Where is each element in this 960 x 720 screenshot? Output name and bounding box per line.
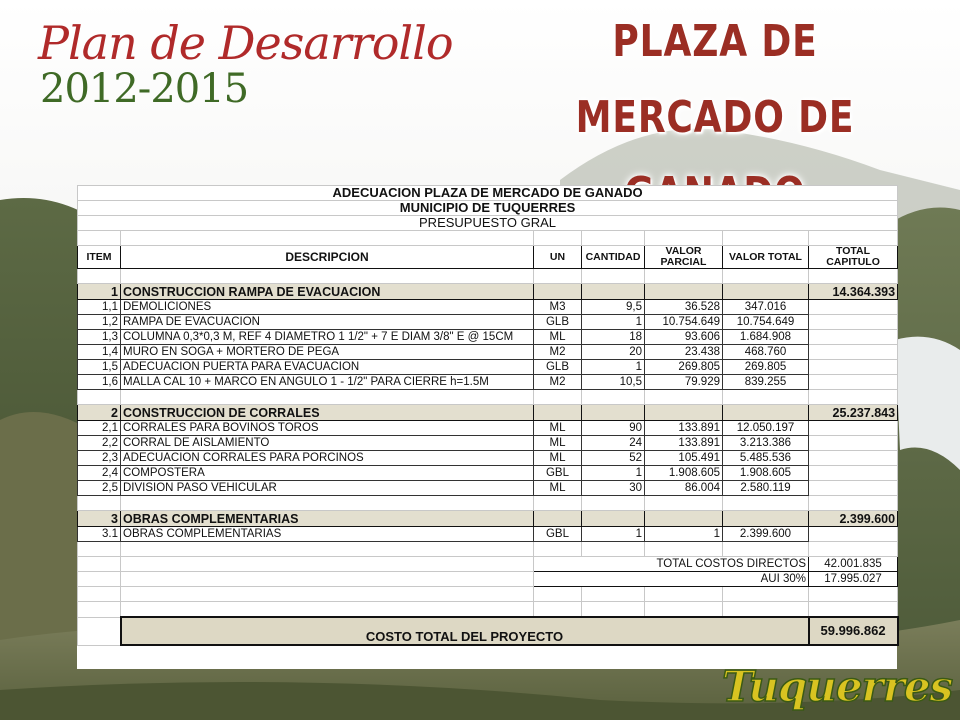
row-unit: M3 xyxy=(534,300,582,315)
table-row xyxy=(78,345,898,360)
row-total-value: 2.580.119 xyxy=(723,481,809,496)
row-description: DIVISION PASO VEHICULAR xyxy=(121,481,534,496)
col-header-total-capitulo: TOTAL CAPITULO xyxy=(809,246,898,269)
tuquerres-logo: Tuquerres xyxy=(722,662,953,711)
budget-spreadsheet xyxy=(77,185,897,669)
chapter-item: 2 xyxy=(78,405,121,421)
chapter-row-1 xyxy=(78,284,898,300)
col-header-cantidad: CANTIDAD xyxy=(582,246,645,269)
row-item: 2,2 xyxy=(78,436,121,451)
row-unit-value: 105.491 xyxy=(645,451,723,466)
chapter-title: OBRAS COMPLEMENTARIAS xyxy=(121,511,534,527)
row-quantity: 30 xyxy=(582,481,645,496)
row-unit-value: 1.908.605 xyxy=(645,466,723,481)
row-unit-value: 36.528 xyxy=(645,300,723,315)
table-row xyxy=(78,481,898,496)
sheet-municipality: MUNICIPIO DE TUQUERRES xyxy=(78,201,898,216)
chapter-item: 3 xyxy=(78,511,121,527)
row-item: 1,4 xyxy=(78,345,121,360)
column-header-row xyxy=(78,246,898,269)
chapter-total: 14.364.393 xyxy=(809,284,898,300)
sheet-heading: ADECUACION PLAZA DE MERCADO DE GANADO xyxy=(78,186,898,201)
chapter-title: CONSTRUCCION RAMPA DE EVACUACION xyxy=(121,284,534,300)
row-item: 1,6 xyxy=(78,375,121,390)
chapter-row-3 xyxy=(78,511,898,527)
col-header-valor-total: VALOR TOTAL xyxy=(723,246,809,269)
row-quantity: 18 xyxy=(582,330,645,345)
summary-label: AUI 30% xyxy=(534,572,809,587)
summary-value: 17.995.027 xyxy=(809,572,898,587)
grand-total-row xyxy=(78,617,898,645)
row-description: COMPOSTERA xyxy=(121,466,534,481)
row-quantity: 10,5 xyxy=(582,375,645,390)
logo-plan-de-desarrollo: Plan de Desarrollo xyxy=(38,16,453,70)
row-item: 1,3 xyxy=(78,330,121,345)
chapter-total: 25.237.843 xyxy=(809,405,898,421)
table-row xyxy=(78,466,898,481)
table-row xyxy=(78,436,898,451)
row-quantity: 52 xyxy=(582,451,645,466)
row-unit: M2 xyxy=(534,345,582,360)
row-item: 2,1 xyxy=(78,421,121,436)
row-unit: GBL xyxy=(534,527,582,542)
row-quantity: 24 xyxy=(582,436,645,451)
row-total-value: 1.908.605 xyxy=(723,466,809,481)
summary-value: 42.001.835 xyxy=(809,557,898,572)
row-description: OBRAS COMPLEMENTARIAS xyxy=(121,527,534,542)
row-description: ADECUACION CORRALES PARA PORCINOS xyxy=(121,451,534,466)
table-row xyxy=(78,527,898,542)
col-header-descripcion: DESCRIPCION xyxy=(121,246,534,269)
row-quantity: 1 xyxy=(582,360,645,375)
row-unit: GLB xyxy=(534,315,582,330)
logo-years: 2012-2015 xyxy=(40,66,249,112)
row-total-value: 3.213.386 xyxy=(723,436,809,451)
row-quantity: 20 xyxy=(582,345,645,360)
row-unit-value: 133.891 xyxy=(645,436,723,451)
row-description: CORRAL DE AISLAMIENTO xyxy=(121,436,534,451)
budget-table xyxy=(77,185,899,646)
row-item: 3.1 xyxy=(78,527,121,542)
col-header-valor-parcial: VALOR PARCIAL xyxy=(645,246,723,269)
chapter-row-2 xyxy=(78,405,898,421)
row-total-value: 1.684.908 xyxy=(723,330,809,345)
row-unit-value: 133.891 xyxy=(645,421,723,436)
table-row xyxy=(78,315,898,330)
row-quantity: 9,5 xyxy=(582,300,645,315)
row-description: ADECUACION PUERTA PARA EVACUACION xyxy=(121,360,534,375)
row-quantity: 1 xyxy=(582,466,645,481)
chapter-total: 2.399.600 xyxy=(809,511,898,527)
row-unit-value: 79.929 xyxy=(645,375,723,390)
row-quantity: 90 xyxy=(582,421,645,436)
row-item: 2,3 xyxy=(78,451,121,466)
row-unit-value: 93.606 xyxy=(645,330,723,345)
chapter-title: CONSTRUCCION DE CORRALES xyxy=(121,405,534,421)
table-row xyxy=(78,300,898,315)
row-item: 1,5 xyxy=(78,360,121,375)
row-item: 2,4 xyxy=(78,466,121,481)
grand-total-label: COSTO TOTAL DEL PROYECTO xyxy=(121,617,809,645)
row-description: COLUMNA 0,3*0,3 M, REF 4 DIAMETRO 1 1/2" + 7 E DIAM 3/8" E @ 15CM xyxy=(121,330,534,345)
row-total-value: 5.485.536 xyxy=(723,451,809,466)
sheet-subtitle: PRESUPUESTO GRAL xyxy=(78,216,898,231)
row-total-value: 10.754.649 xyxy=(723,315,809,330)
row-total-value: 2.399.600 xyxy=(723,527,809,542)
row-unit: GLB xyxy=(534,360,582,375)
col-header-un: UN xyxy=(534,246,582,269)
row-total-value: 839.255 xyxy=(723,375,809,390)
row-item: 1,1 xyxy=(78,300,121,315)
row-total-value: 269.805 xyxy=(723,360,809,375)
chapter-item: 1 xyxy=(78,284,121,300)
table-row xyxy=(78,330,898,345)
row-unit-value: 269.805 xyxy=(645,360,723,375)
row-description: DEMOLICIONES xyxy=(121,300,534,315)
summary-row-aui xyxy=(78,572,898,587)
row-description: MALLA CAL 10 + MARCO EN ANGULO 1 - 1/2" PARA CIERRE h=1.5M xyxy=(121,375,534,390)
grand-total-value: 59.996.862 xyxy=(809,617,898,645)
row-unit: ML xyxy=(534,421,582,436)
table-row xyxy=(78,360,898,375)
row-description: MURO EN SOGA + MORTERO DE PEGA xyxy=(121,345,534,360)
row-unit: M2 xyxy=(534,375,582,390)
row-unit-value: 23.438 xyxy=(645,345,723,360)
row-quantity: 1 xyxy=(582,527,645,542)
row-item: 1,2 xyxy=(78,315,121,330)
row-unit: GBL xyxy=(534,466,582,481)
row-unit-value: 1 xyxy=(645,527,723,542)
summary-row-direct-costs xyxy=(78,557,898,572)
row-unit-value: 86.004 xyxy=(645,481,723,496)
table-row xyxy=(78,375,898,390)
summary-label: TOTAL COSTOS DIRECTOS xyxy=(534,557,809,572)
row-description: RAMPA DE EVACUACION xyxy=(121,315,534,330)
row-total-value: 12.050.197 xyxy=(723,421,809,436)
row-description: CORRALES PARA BOVINOS TOROS xyxy=(121,421,534,436)
row-item: 2,5 xyxy=(78,481,121,496)
col-header-item: ITEM xyxy=(78,246,121,269)
slide-title-line-1: PLAZA DE MERCADO DE xyxy=(575,16,855,143)
row-unit: ML xyxy=(534,451,582,466)
row-unit-value: 10.754.649 xyxy=(645,315,723,330)
row-total-value: 468.760 xyxy=(723,345,809,360)
row-unit: ML xyxy=(534,481,582,496)
row-quantity: 1 xyxy=(582,315,645,330)
row-unit: ML xyxy=(534,436,582,451)
row-unit: ML xyxy=(534,330,582,345)
row-total-value: 347.016 xyxy=(723,300,809,315)
table-row xyxy=(78,451,898,466)
table-row xyxy=(78,421,898,436)
